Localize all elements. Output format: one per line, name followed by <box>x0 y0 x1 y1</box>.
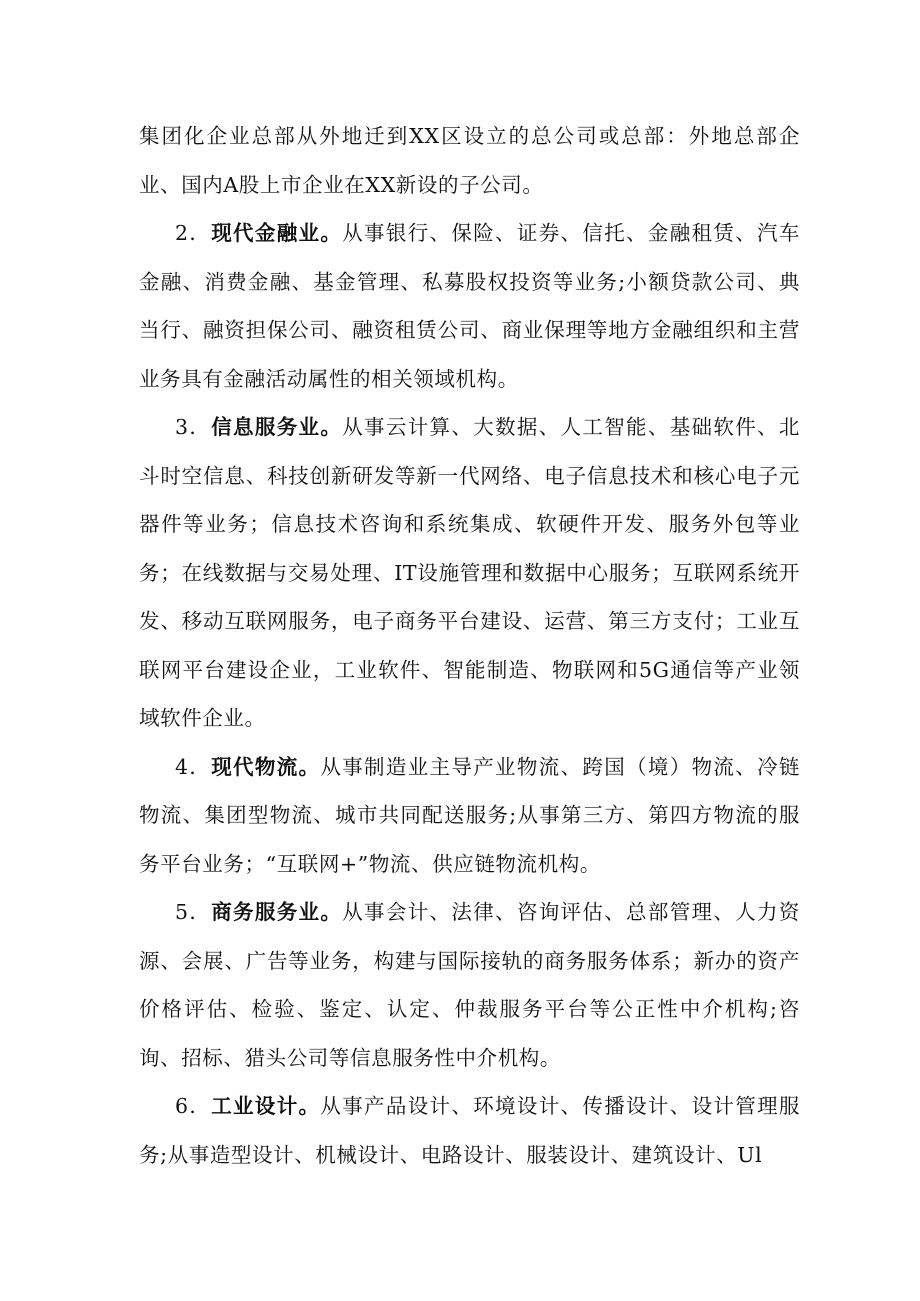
paragraph-text: 从事会计、法律、咨询评估、总部管理、人力资源、会展、广告等业务，构建与国际接轨的商务服务体系；新办的资产价格评估、检验、鉴定、认定、仲裁服务平台等公正性中介机构;咨询、招标、猎头公司等信息服务性中介机构。 <box>139 900 800 1070</box>
item-number: 6． <box>175 1094 212 1118</box>
item-number: 4． <box>175 754 212 779</box>
paragraph-business-services <box>139 888 800 1082</box>
paragraph-industrial-design <box>139 1082 800 1179</box>
paragraph-headquarters <box>139 112 800 209</box>
item-number: 3． <box>175 415 212 439</box>
paragraph-finance <box>139 209 800 403</box>
paragraph-text: 从事云计算、大数据、人工智能、基础软件、北斗时空信息、科技创新研发等新一代网络、电子信息技术和核心电子元器件等业务；信息技术咨询和系统集成、软硬件开发、服务外包等业务；在线数据与交易处理、IT设施管理和数据中心服务；互联网系统开发、移动互联网服务，电子商务平台建设、运营、第三方支付；工业互联网平台建设企业，工业软件、智能制造、物联网和5G通信等产业领域软件企业。 <box>139 415 800 730</box>
paragraph-text: 集团化企业总部从外地迁到XX区设立的总公司或总部：外地总部企业、国内A股上市企业在XX新设的子公司。 <box>139 124 800 197</box>
paragraph-logistics <box>139 743 800 889</box>
item-heading: 现代物流。 <box>211 754 321 779</box>
item-heading: 商务服务业。 <box>211 900 343 924</box>
paragraph-text: 从事产品设计、环境设计、传播设计、设计管理服务;从事造型设计、机械设计、电路设计、服装设计、建筑设计、Ul <box>139 1094 800 1167</box>
paragraph-text: 从事制造业主导产业物流、跨国（境）物流、冷链物流、集团型物流、城市共同配送服务;从事第三方、第四方物流的服务平台业务；“互联网+”物流、供应链物流机构。 <box>139 754 800 876</box>
item-number: 2． <box>175 221 212 245</box>
item-heading: 信息服务业。 <box>211 415 343 439</box>
paragraph-text: 从事银行、保险、证券、信托、金融租赁、汽车金融、消费金融、基金管理、私募股权投资等业务;小额贷款公司、典当行、融资担保公司、融资租赁公司、商业保理等地方金融组织和主营业务具有金融活动属性的相关领域机构。 <box>139 221 800 391</box>
item-heading: 现代金融业。 <box>211 221 343 245</box>
item-number: 5． <box>175 900 212 924</box>
paragraph-information-services <box>139 403 800 743</box>
item-heading: 工业设计。 <box>211 1094 321 1118</box>
